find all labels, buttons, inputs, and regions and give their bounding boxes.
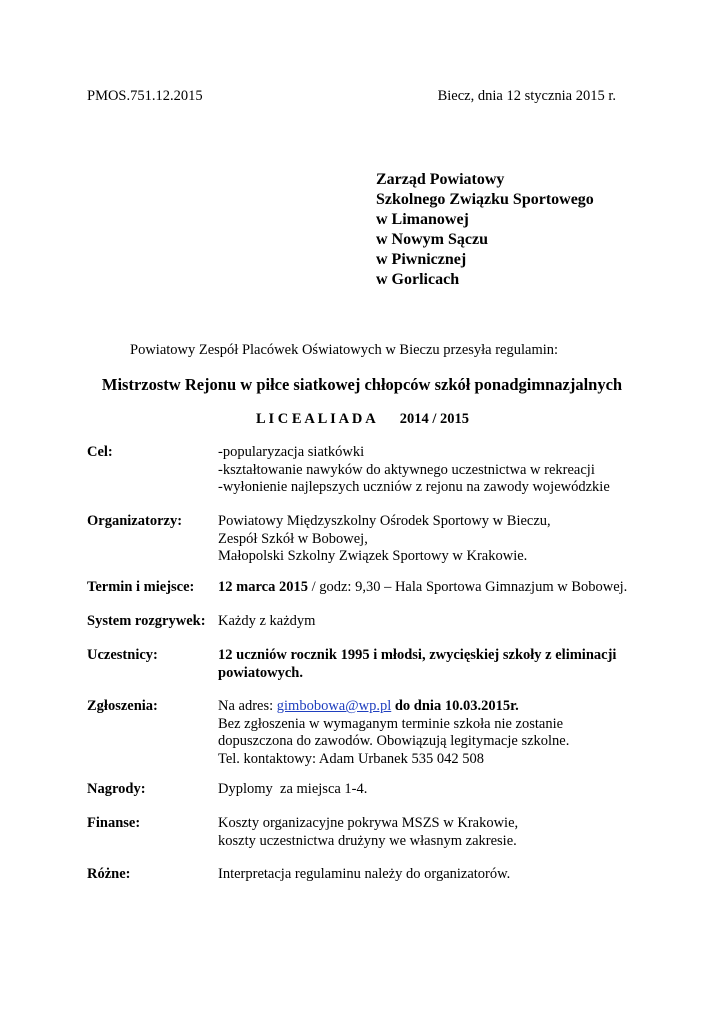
- addressee-line: w Nowym Sączu: [376, 231, 488, 248]
- subtitle-name: L I C E A L I A D A: [256, 411, 376, 427]
- section-label: Termin i miejsce:: [87, 579, 195, 595]
- section-text: Dyplomy za miejsca 1-4.: [218, 781, 368, 797]
- section-line: Małopolski Szkolny Związek Sportowy w Krakowie.: [218, 548, 528, 564]
- section-line: dopuszczona do zawodów. Obowiązują legitymacje szkolne.: [218, 733, 570, 749]
- section-text: Interpretacja regulaminu należy do organizatorów.: [218, 866, 511, 882]
- section-label: Finanse:: [87, 815, 141, 831]
- section-label: Zgłoszenia:: [87, 698, 158, 714]
- section-line: Powiatowy Międzyszkolny Ośrodek Sportowy w Bieczu,: [218, 513, 551, 529]
- email-link[interactable]: gimbobowa@wp.pl: [276, 698, 392, 714]
- document-reference: PMOS.751.12.2015: [87, 88, 203, 104]
- event-date: 12 marca 2015: [218, 579, 308, 595]
- addressee-line: Zarząd Powiatowy: [376, 171, 505, 188]
- document-title: Mistrzostw Rejonu w piłce siatkowej chłopców szkół ponadgimnazjalnych: [101, 375, 623, 394]
- section-label: Różne:: [87, 866, 131, 882]
- section-label: System rozgrywek:: [87, 613, 206, 629]
- subtitle-season: 2014 / 2015: [399, 411, 469, 427]
- section-label: Uczestnicy:: [87, 647, 158, 663]
- section-line: Tel. kontaktowy: Adam Urbanek 535 042 508: [218, 750, 484, 767]
- section-line: -kształtowanie nawyków do aktywnego uczestnictwa w rekreacji: [218, 461, 595, 478]
- place-and-date: Biecz, dnia 12 stycznia 2015 r.: [437, 88, 616, 104]
- section-line: powiatowych.: [218, 664, 303, 681]
- address-prefix: Na adres:: [218, 698, 277, 714]
- intro-text: Powiatowy Zespół Placówek Oświatowych w Bieczu przesyła regulamin:: [130, 342, 559, 358]
- section-text: Każdy z każdym: [218, 613, 316, 629]
- addressee-block: [376, 170, 594, 290]
- deadline: do dnia 10.03.2015r.: [391, 698, 519, 714]
- addressee-line: w Limanowej: [376, 211, 469, 228]
- event-time-place: / godz: 9,30 – Hala Sportowa Gimnazjum w Bobowej.: [307, 579, 628, 595]
- section-label: Nagrody:: [87, 781, 146, 797]
- section-label: Organizatorzy:: [87, 513, 183, 529]
- section-line: Zespół Szkół w Bobowej,: [218, 530, 368, 547]
- section-line: -popularyzacja siatkówki: [218, 444, 365, 460]
- section-line: 12 uczniów rocznik 1995 i młodsi, zwycięskiej szkoły z eliminacji: [218, 647, 617, 663]
- section-line: koszty uczestnictwa drużyny we własnym zakresie.: [218, 832, 517, 849]
- section-label: Cel:: [87, 444, 113, 460]
- section-line: Koszty organizacyjne pokrywa MSZS w Krakowie,: [218, 815, 519, 831]
- section-line: Bez zgłoszenia w wymaganym terminie szkoła nie zostanie: [218, 715, 564, 732]
- addressee-line: w Piwnicznej: [376, 251, 467, 268]
- addressee-line: w Gorlicach: [376, 271, 460, 288]
- subtitle: [256, 411, 469, 428]
- section-line: -wyłonienie najlepszych uczniów z rejonu na zawody wojewódzkie: [218, 479, 610, 495]
- addressee-line: Szkolnego Związku Sportowego: [376, 191, 594, 208]
